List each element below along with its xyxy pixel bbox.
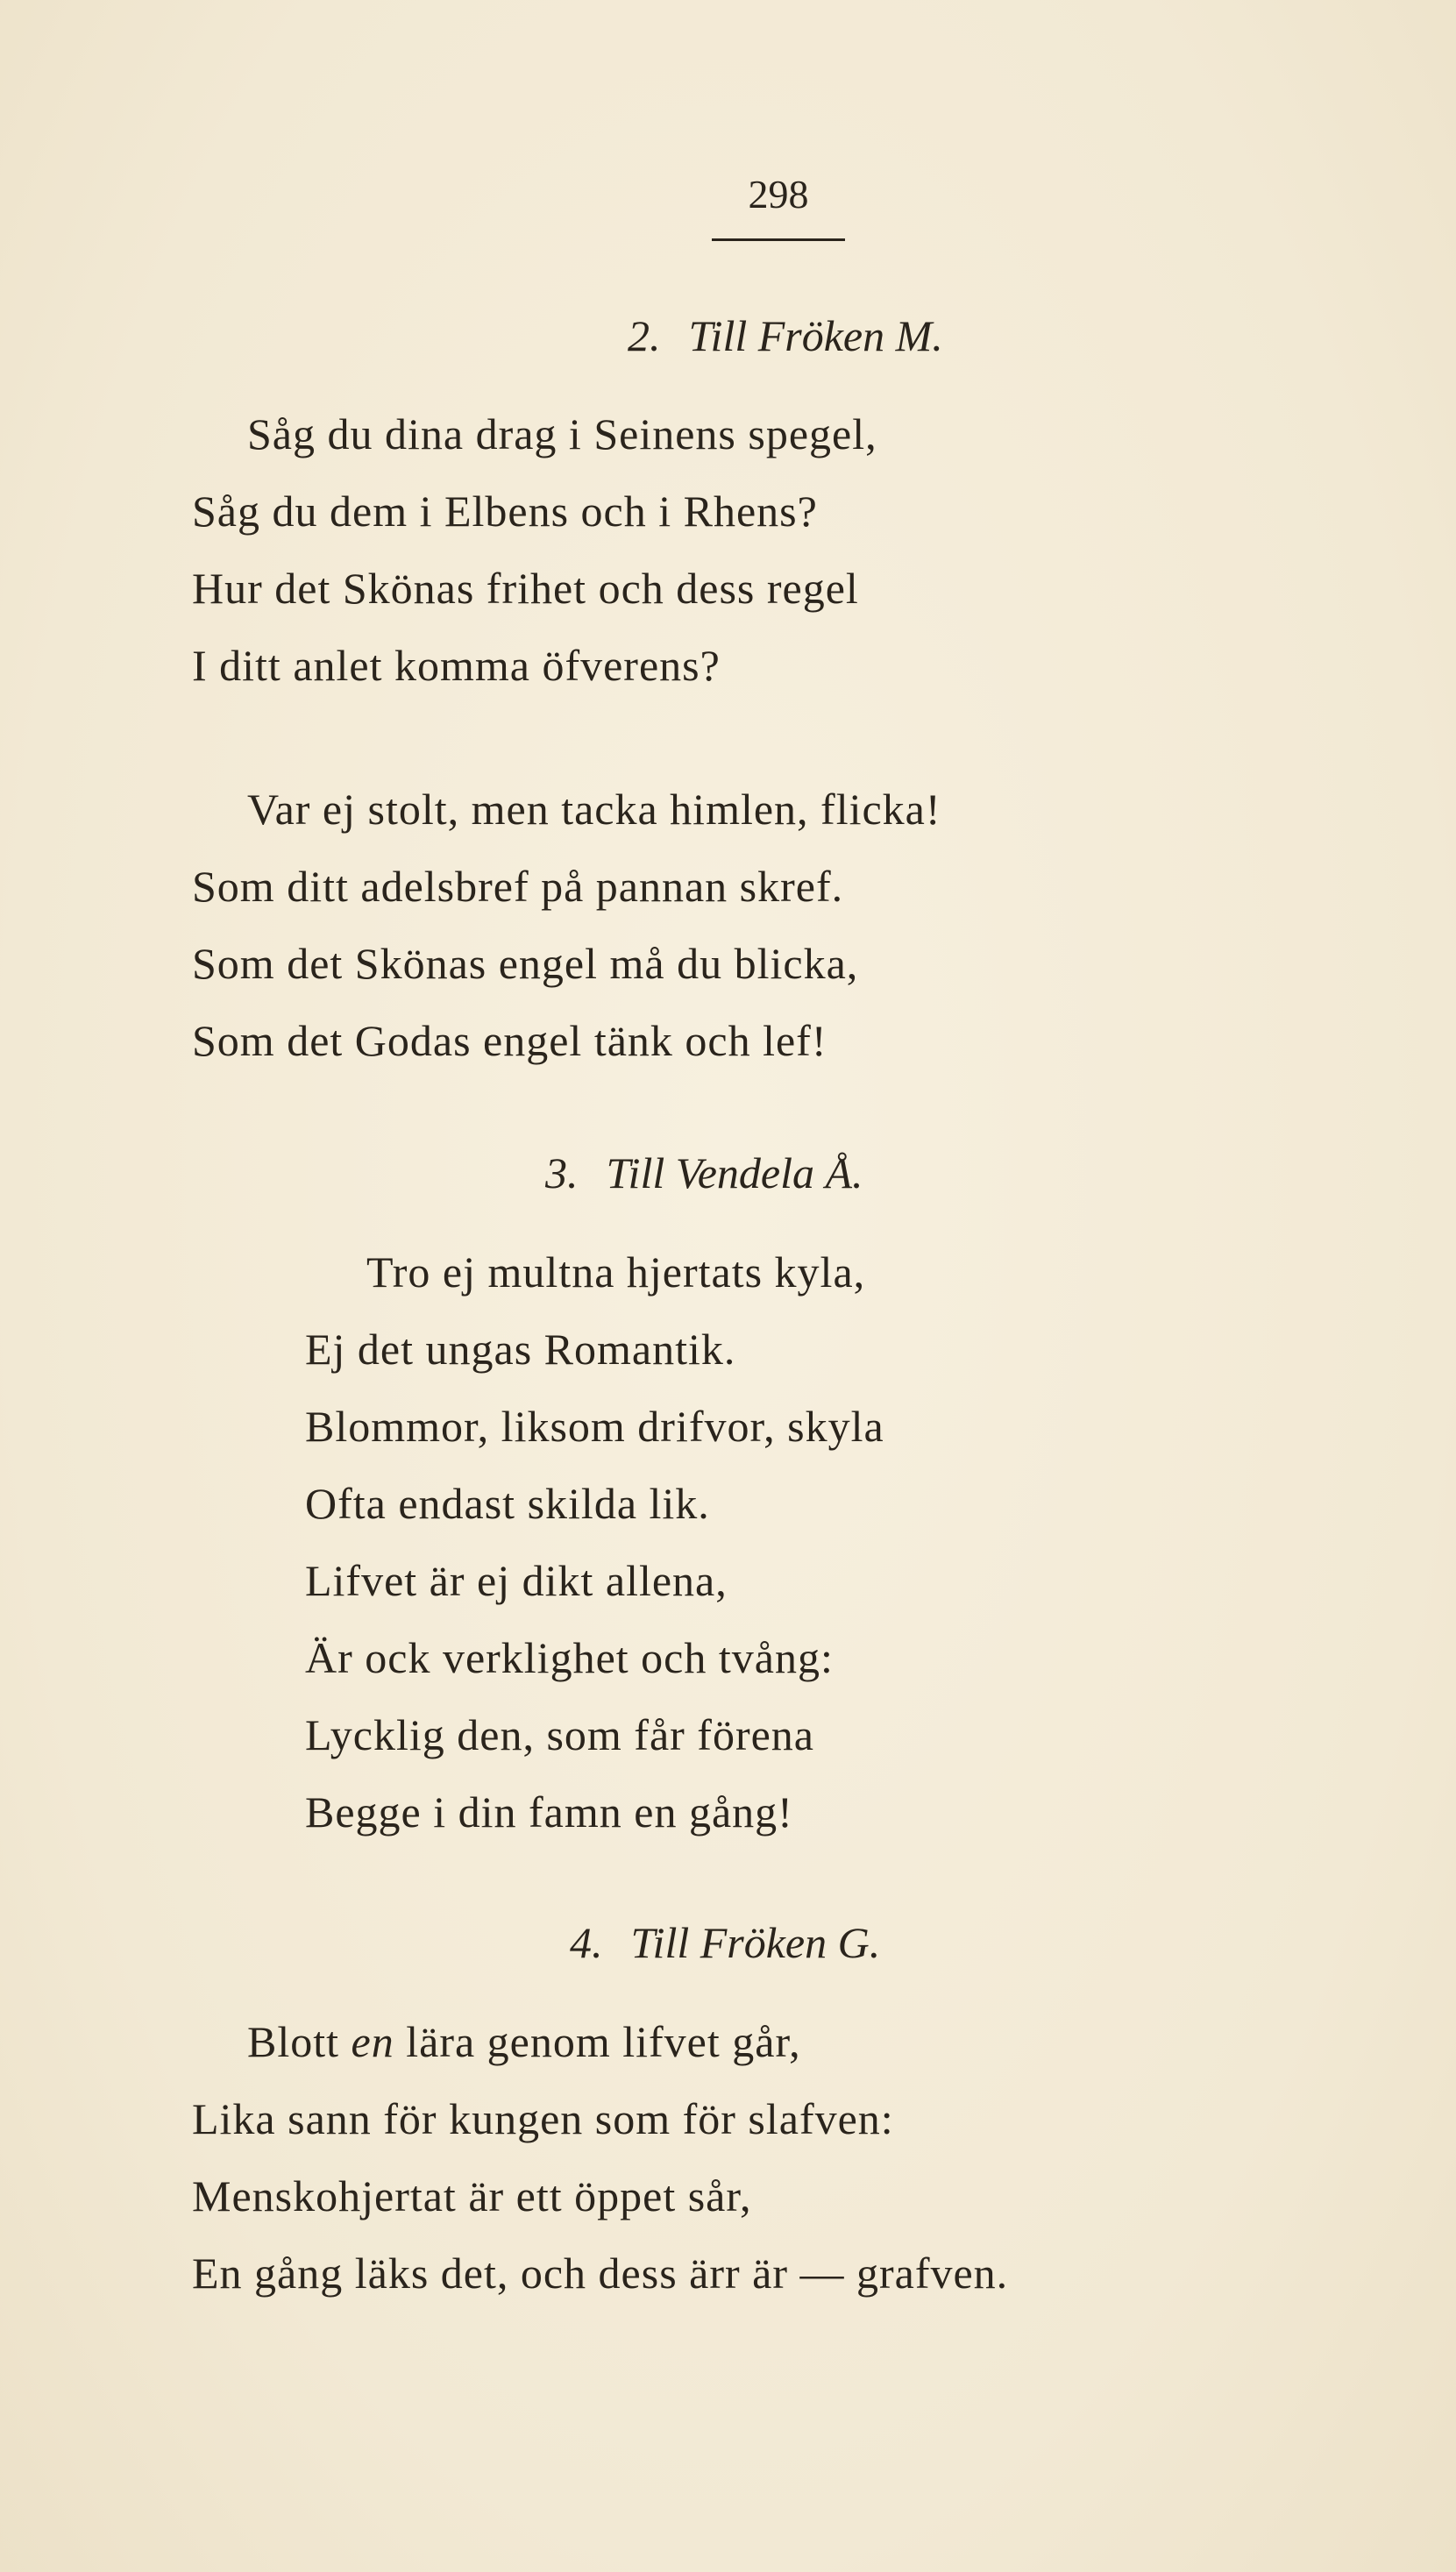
section-title: Till Fröken M. xyxy=(688,311,943,360)
poem-line: Begge i din famn en gång! xyxy=(305,1787,793,1837)
section-heading-2 xyxy=(628,307,943,365)
section-heading-3 xyxy=(545,1144,863,1202)
page-number-rule xyxy=(712,238,845,241)
poem-line: Lika sann för kungen som för slafven: xyxy=(192,2094,894,2143)
poem-line: Som ditt adelsbref på pannan skref. xyxy=(192,862,844,911)
poem-line: Ofta endast skilda lik. xyxy=(305,1479,710,1528)
section-title: Till Fröken G. xyxy=(630,1918,881,1967)
section-title: Till Vendela Å. xyxy=(606,1148,863,1197)
poem-line: Hur det Skönas frihet och dess regel xyxy=(192,564,859,613)
poem-line: Blommor, liksom drifvor, skyla xyxy=(305,1402,884,1451)
poem-line: Lycklig den, som får förena xyxy=(305,1710,814,1759)
poem-line: Tro ej multna hjertats kyla, xyxy=(366,1247,866,1297)
section-heading-4 xyxy=(570,1914,880,1972)
section-number: 2. xyxy=(628,311,661,360)
poem-line: Lifvet är ej dikt allena, xyxy=(305,1556,728,1605)
page-number: 298 xyxy=(748,172,809,217)
poem-line: Menskohjertat är ett öppet sår, xyxy=(192,2171,752,2220)
section-number: 3. xyxy=(545,1148,579,1197)
poem-line: Såg du dina drag i Seinens spegel, xyxy=(247,409,877,458)
poem-line: Som det Godas engel tänk och lef! xyxy=(192,1016,827,1065)
poem-line: I ditt anlet komma öfverens? xyxy=(192,641,721,690)
poem-line: Såg du dem i Elbens och i Rhens? xyxy=(192,487,818,536)
poem-line: Blott en lära genom lifvet går, xyxy=(247,2017,801,2066)
emphasized-word: en xyxy=(351,2017,394,2066)
section-number: 4. xyxy=(570,1918,603,1967)
poem-line: Som det Skönas engel må du blicka, xyxy=(192,939,859,988)
poem-line: Var ej stolt, men tacka himlen, flicka! xyxy=(247,785,941,834)
poem-line: Är ock verklighet och tvång: xyxy=(305,1633,834,1682)
poem-line: En gång läks det, och dess ärr är — grafven. xyxy=(192,2249,1009,2298)
poem-line: Ej det ungas Romantik. xyxy=(305,1325,736,1374)
